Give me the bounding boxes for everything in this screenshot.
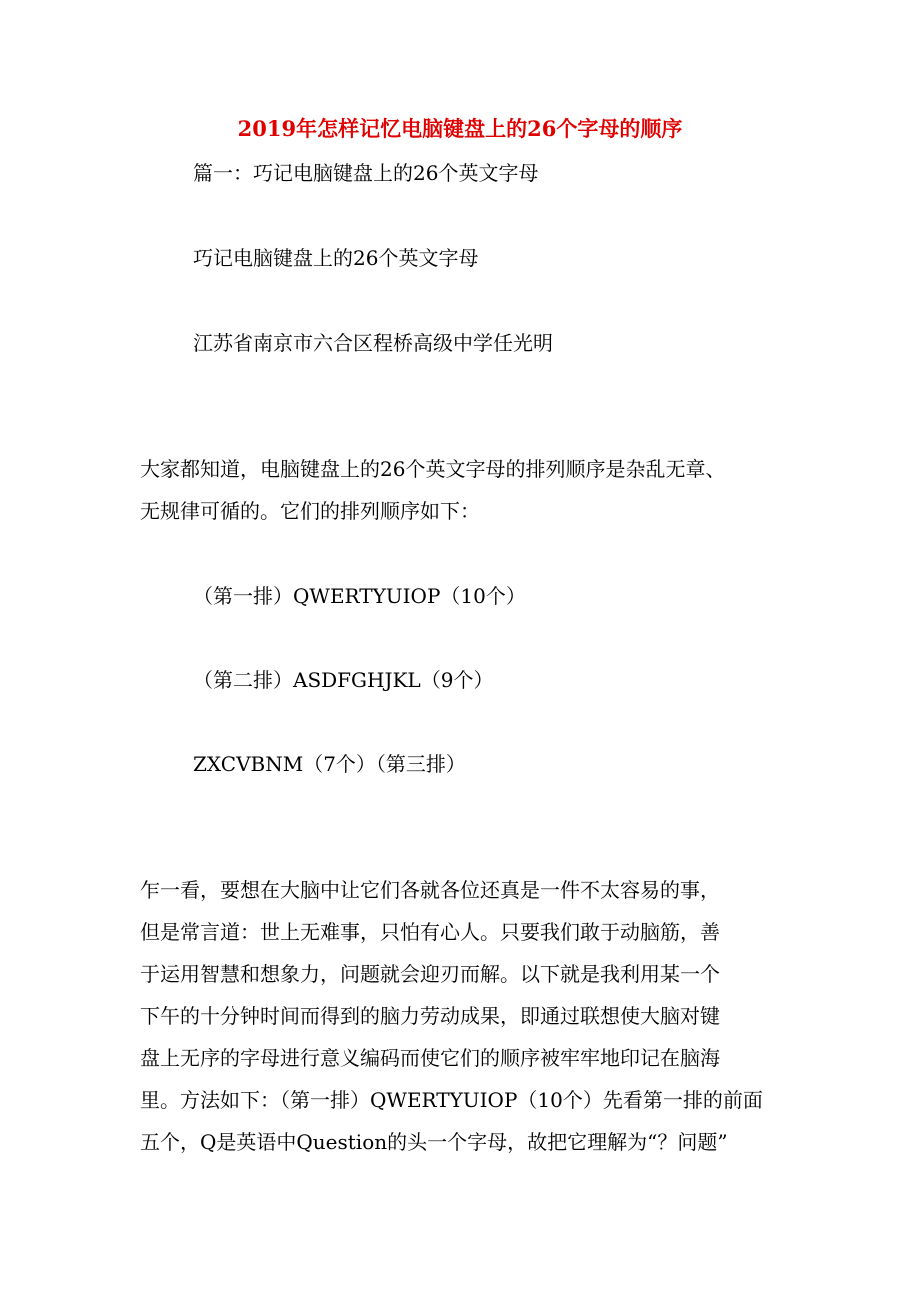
- intro-line-2: 无规律可循的。它们的排列顺序如下：: [140, 499, 480, 523]
- body-line-1: 乍一看，要想在大脑中让它们各就各位还真是一件不太容易的事，: [140, 878, 720, 902]
- section-heading: 篇一：巧记电脑键盘上的26个英文字母: [193, 161, 539, 185]
- body-line-5: 盘上无序的字母进行意义编码而使它们的顺序被牢牢地印记在脑海: [140, 1046, 720, 1070]
- article-title: 巧记电脑键盘上的26个英文字母: [193, 246, 479, 270]
- body-line-4: 下午的十分钟时间而得到的脑力劳动成果，即通过联想使大脑对键: [140, 1004, 720, 1028]
- document-title: 2019年怎样记忆电脑键盘上的26个字母的顺序: [237, 116, 683, 141]
- intro-line-1: 大家都知道，电脑键盘上的26个英文字母的排列顺序是杂乱无章、: [140, 457, 726, 481]
- author-line: 江苏省南京市六合区程桥高级中学任光明: [193, 331, 553, 355]
- keyboard-row-3: ZXCVBNM（7个）（第三排）: [193, 752, 466, 776]
- body-line-2: 但是常言道：世上无难事，只怕有心人。只要我们敢于动脑筋，善: [140, 920, 720, 944]
- body-line-6: 里。方法如下：（第一排）QWERTYUIOP（10个）先看第一排的前面: [140, 1088, 763, 1112]
- keyboard-row-2: （第二排）ASDFGHJKL（9个）: [193, 668, 494, 692]
- body-line-7: 五个，Q是英语中Question的头一个字母，故把它理解为“？问题”: [140, 1130, 728, 1154]
- body-line-3: 于运用智慧和想象力，问题就会迎刃而解。以下就是我利用某一个: [140, 962, 720, 986]
- keyboard-row-1: （第一排）QWERTYUIOP（10个）: [193, 584, 526, 608]
